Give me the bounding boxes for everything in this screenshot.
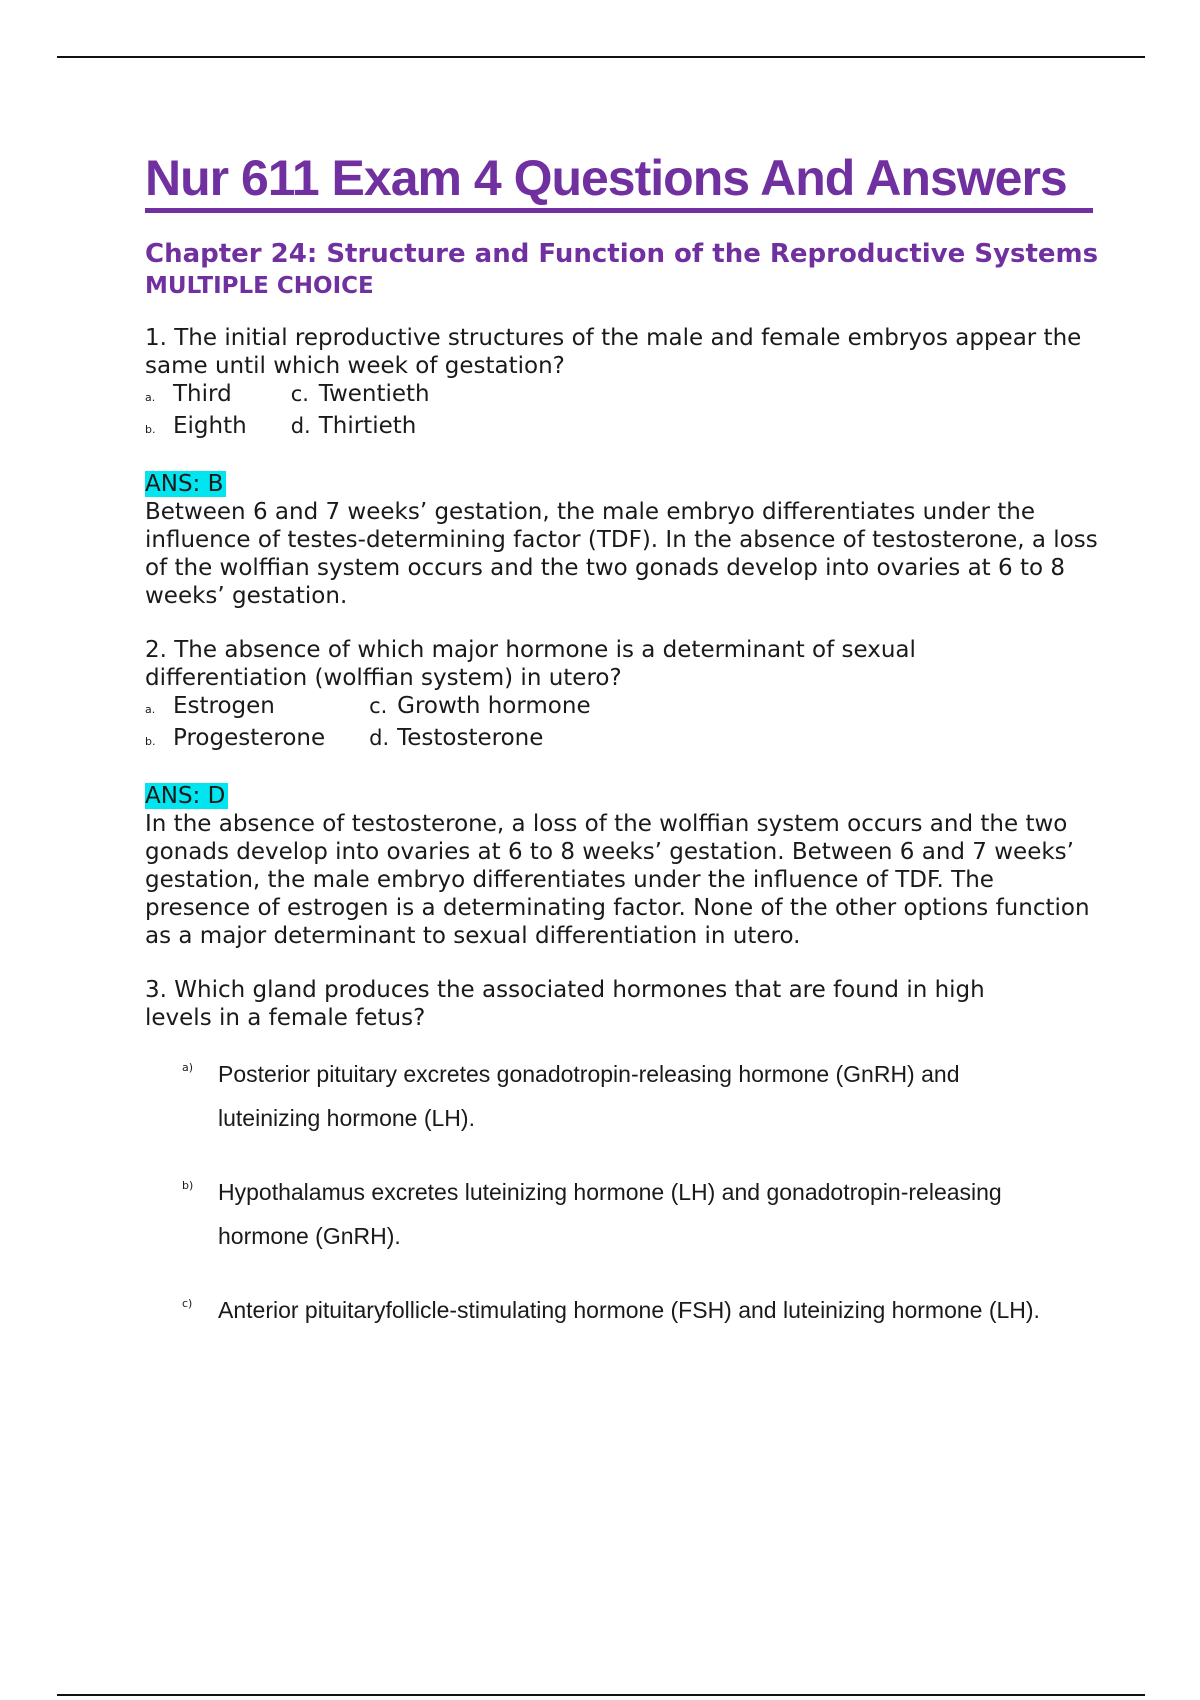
option-text: Hypothalamus excretes luteinizing hormone (LH) and gonadotropin-releasing hormone (GnRH). [218, 1179, 1002, 1249]
question-1-option-b [145, 412, 247, 444]
question-2-option-d [369, 724, 590, 756]
option-marker: d. [369, 726, 390, 750]
option-marker: c) [182, 1297, 193, 1310]
bottom-rule [57, 1694, 1145, 1696]
option-marker: c. [369, 694, 388, 718]
chapter-heading [145, 239, 1105, 302]
option-marker: d. [290, 414, 311, 438]
option-marker: b. [145, 423, 156, 436]
answer-rationale: Between 6 and 7 weeks’ gestation, the male embryo differentiates under the influence of testes-determining factor (TDF). In the absence of testosterone, a loss of the wolffian system occurs and the two gonads develop into ovaries at 6 to 8 weeks’ gestation. [145, 499, 1098, 609]
answer-rationale: In the absence of testosterone, a loss of the wolffian system occurs and the two gonads develop into ovaries at 6 to 8 weeks’ gestation. Between 6 and 7 weeks’ gestation, the male embryo differentiates under the influence of TDF. The presence of estrogen is a determinating factor. None of the other options function as a major determinant to sexual differentiation in utero. [145, 811, 1090, 949]
option-text: Estrogen [173, 693, 275, 719]
question-1-stem: 1. The initial reproductive structures of the male and female embryos appear the same until which week of gestation? [145, 325, 1082, 379]
question-3-options [145, 1052, 1105, 1332]
document-title: Nur 611 Exam 4 Questions And Answers [145, 150, 1093, 213]
question-1-option-d [291, 412, 430, 444]
question-1-answer [145, 470, 1105, 610]
document-body [145, 150, 1105, 1362]
option-text: Testosterone [397, 725, 544, 751]
question-3-option-b [182, 1170, 1105, 1258]
option-marker: b. [145, 735, 156, 748]
answer-label: ANS: D [145, 783, 228, 809]
question-2-options [145, 692, 1105, 756]
option-text: Anterior pituitaryfollicle-stimulating hormone (FSH) and luteinizing hormone (LH). [218, 1297, 1040, 1323]
option-text: Twentieth [318, 381, 430, 407]
option-text: Posterior pituitary excretes gonadotropin-releasing hormone (GnRH) and luteinizing hormone (LH). [218, 1061, 960, 1131]
option-marker: a. [145, 703, 156, 716]
option-marker: b) [182, 1179, 194, 1192]
top-rule [57, 56, 1145, 58]
question-1-options [145, 380, 1105, 444]
question-3-option-c [182, 1288, 1105, 1332]
question-3-option-a [182, 1052, 1105, 1140]
option-text: Growth hormone [397, 693, 591, 719]
question-2-option-a [145, 692, 325, 724]
question-2-option-b [145, 724, 325, 756]
option-text: Third [173, 381, 232, 407]
question-1-option-c [291, 380, 430, 412]
option-marker: a) [182, 1061, 194, 1074]
chapter-tag: MULTIPLE CHOICE [145, 273, 374, 299]
option-marker: a. [145, 391, 156, 404]
answer-label: ANS: B [145, 471, 226, 497]
option-text: Thirtieth [318, 413, 417, 439]
question-2-answer [145, 782, 1105, 950]
question-1-option-a [145, 380, 247, 412]
option-text: Progesterone [173, 725, 326, 751]
question-2-stem: 2. The absence of which major hormone is a determinant of sexual differentiation (wolffian system) in utero? [145, 637, 916, 691]
option-text: Eighth [173, 413, 247, 439]
question-3-stem: 3. Which gland produces the associated hormones that are found in high levels in a female fetus? [145, 977, 985, 1031]
chapter-title: Chapter 24: Structure and Function of the Reproductive Systems [145, 239, 1099, 269]
option-marker: c. [290, 382, 309, 406]
question-2-option-c [369, 692, 590, 724]
